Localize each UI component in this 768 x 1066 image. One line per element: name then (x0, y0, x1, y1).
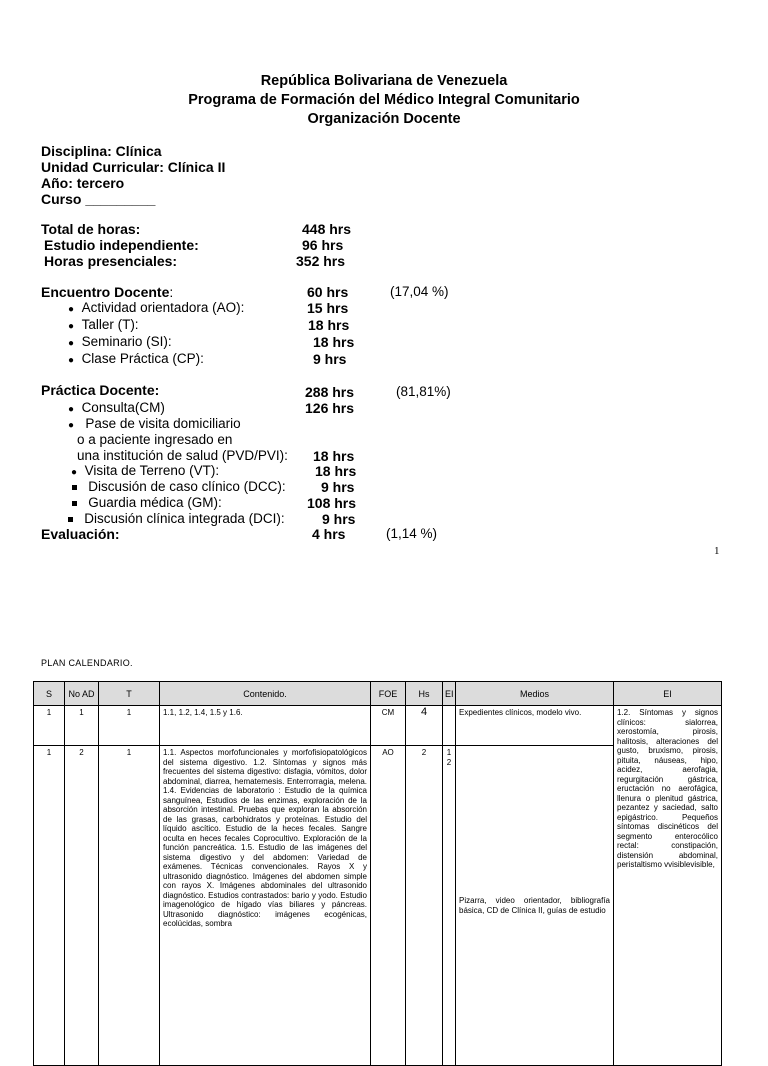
list-item-value: 18 hrs (315, 463, 357, 479)
cell-contenido: 1.1. Aspectos morfofuncionales y morfofisiopatológicos del sistema digestivo. 1.2. Síntomas y signos más frecuentes del sistema digestivo: disfagia, vómitos, dolor abdominal, diarrea, hematemesis. Enterrorragia, melena. 1.4. Evidencias de laboratorio : Estudio de la química sanguínea, Estudios de las enzimas, exploración de la absorción intestinal. Pruebas que exploran la absorción de las grasas, carbohidratos y proteínas. Estudio del líquido ascítico. Estudio de la heces fecales. Sangre oculta en heces fecales Coprocultivo. Exploración de la función pancreática. 1.5. Estudio de las imágenes del sistema digestivo y del abdomen: Variedad de exámenes. Técnicas convencionales. Rayos X y ultrasonido diagnóstico. Imágenes del abdomen simple con rayos X. Imágenes abdominales del ultrasonido diagnóstico. Estudios contrastados: bario y yodo. Estudio imagenológico de hígado vías biliares y páncreas. Ultrasonido diagnóstico: imágenes ecogénicas, ecolúcidas, sombra (160, 746, 371, 1066)
list-item: ● Pase de visita domiciliario (68, 416, 241, 431)
bullet-icon: ● (71, 467, 78, 478)
disciplina: Disciplina: Clínica (41, 143, 162, 159)
cell-medios: Expedientes clínicos, modelo vivo. (456, 706, 614, 746)
cell-foe: AO (371, 746, 406, 1066)
practica-docente-percent: (81,81%) (396, 384, 451, 399)
cell-ei-detalle: 1.2. Síntomas y signos clínicos: sialorrea, xerostomía, pirosis, halitosis, alteraciones del gusto, bruxismo, pirosis, pituita, náuseas, hipo, acidez, aerofagia, regurgitación gástrica, eructación no aerofágica, llenura o plenitud gástrica, pezantez y saciedad, salto epigástrico. Pequeños síntomas discinéticos del segmento enterocólico rectal: constipación, distensión abdominal, peristaltismo vvisiblevisible, (614, 706, 722, 1066)
column-header: EI (614, 682, 722, 706)
list-item-value: 9 hrs (321, 479, 355, 495)
page-number: 1 (714, 545, 720, 557)
cell-hs: 2 (406, 746, 443, 1066)
bullet-icon: ● (68, 321, 75, 332)
evaluacion-percent: (1,14 %) (386, 526, 438, 541)
list-item: ● Clase Práctica (CP): (68, 351, 204, 366)
bullet-icon: ● (68, 404, 75, 415)
list-item-value: 9 hrs (313, 351, 347, 367)
column-header: Contenido. (160, 682, 371, 706)
list-item-value: 126 hrs (305, 400, 355, 416)
evaluacion-value: 4 hrs (312, 526, 346, 542)
estudio-independiente-label: Estudio independiente: (44, 237, 199, 253)
list-item: ● Visita de Terreno (VT): (71, 463, 220, 478)
cell-t: 1 (99, 746, 160, 1066)
cell-no: 1 (65, 706, 99, 746)
list-item-value: 9 hrs (322, 511, 356, 527)
encuentro-docente-title: Encuentro Docente: (41, 284, 174, 300)
document-title-line3: Organización Docente (307, 111, 461, 127)
unidad-curricular: Unidad Curricular: Clínica II (41, 159, 226, 175)
evaluacion-label: Evaluación: (41, 526, 120, 542)
column-header: Hs (406, 682, 443, 706)
list-item-value: 15 hrs (307, 300, 349, 316)
column-header: T (99, 682, 160, 706)
list-item: ● Consulta(CM) (68, 400, 165, 415)
horas-presenciales-label: Horas presenciales: (44, 253, 178, 269)
list-item-continuation: una institución de salud (PVD/PVI): (77, 448, 288, 463)
square-bullet-icon (68, 517, 73, 522)
horas-presenciales-value: 352 hrs (296, 253, 346, 269)
plan-calendario-title: PLAN CALENDARIO. (41, 658, 133, 668)
curso: Curso _________ (41, 191, 156, 207)
bullet-icon: ● (68, 304, 75, 315)
estudio-independiente-value: 96 hrs (302, 237, 344, 253)
cell-foe: CM (371, 706, 406, 746)
list-item-value: 18 hrs (313, 334, 355, 350)
list-item: Guardia médica (GM): (72, 495, 222, 511)
list-item: ● Actividad orientadora (AO): (68, 300, 245, 315)
cell-s: 1 (34, 746, 65, 1066)
practica-docente-value: 288 hrs (305, 384, 355, 400)
cell-t: 1 (99, 706, 160, 746)
table-header-row (34, 682, 722, 706)
list-item-value: 108 hrs (307, 495, 357, 511)
list-item-value: 18 hrs (308, 317, 350, 333)
total-horas-label: Total de horas: (41, 221, 141, 237)
document-title-line1: República Bolivariana de Venezuela (260, 73, 508, 89)
list-item-value: 18 hrs (313, 448, 355, 464)
cell-ei (443, 706, 456, 746)
cell-ei: 1 2 (443, 746, 456, 1066)
list-item: ● Taller (T): (68, 317, 139, 332)
anio: Año: tercero (41, 175, 125, 191)
bullet-icon: ● (68, 355, 75, 366)
column-header: FOE (371, 682, 406, 706)
list-item-continuation: o a paciente ingresado en (77, 432, 233, 447)
column-header: Medios (456, 682, 614, 706)
encuentro-docente-percent: (17,04 %) (390, 284, 449, 299)
square-bullet-icon (72, 485, 77, 490)
column-header: S (34, 682, 65, 706)
column-header: No AD (65, 682, 99, 706)
cell-medios: Pizarra, video orientador, bibliografía básica, CD de Clínica II, guías de estudio (456, 746, 614, 1066)
bullet-icon: ● (68, 420, 75, 431)
cell-hs: 4 (406, 706, 443, 746)
practica-docente-title: Práctica Docente: (41, 382, 160, 398)
list-item: Discusión clínica integrada (DCI): (68, 511, 285, 527)
bullet-icon: ● (68, 338, 75, 349)
table-row (34, 706, 722, 746)
cell-contenido: 1.1, 1.2, 1.4, 1.5 y 1.6. (160, 706, 371, 746)
square-bullet-icon (72, 501, 77, 506)
plan-calendario-table (33, 681, 722, 1066)
cell-s: 1 (34, 706, 65, 746)
column-header: EI (443, 682, 456, 706)
cell-no: 2 (65, 746, 99, 1066)
list-item: Discusión de caso clínico (DCC): (72, 479, 286, 495)
document-title-line2: Programa de Formación del Médico Integral Comunitario (188, 92, 580, 108)
encuentro-docente-value: 60 hrs (307, 284, 349, 300)
list-item: ● Seminario (SI): (68, 334, 172, 349)
total-horas-value: 448 hrs (302, 221, 352, 237)
